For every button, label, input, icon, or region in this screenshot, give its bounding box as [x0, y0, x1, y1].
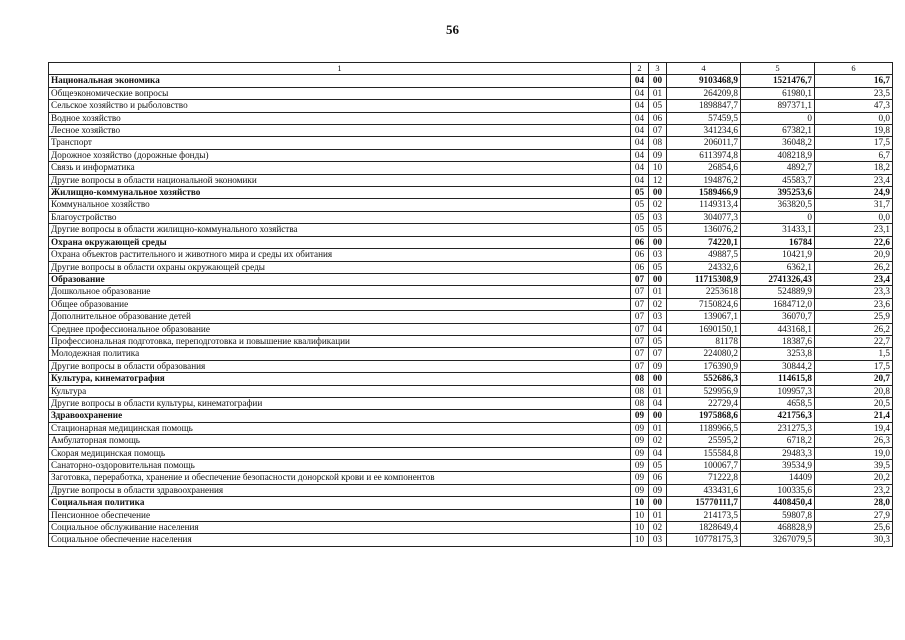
row-subsection-code: 07 — [649, 125, 667, 137]
row-actual-amount: 897371,1 — [741, 100, 815, 112]
row-subsection-code: 02 — [649, 298, 667, 310]
row-section-code: 05 — [631, 211, 649, 223]
row-percent: 17,5 — [815, 137, 893, 149]
table-row — [49, 174, 893, 186]
row-section-code: 10 — [631, 497, 649, 509]
column-header-5: 5 — [741, 63, 815, 75]
row-subsection-code: 09 — [649, 360, 667, 372]
row-subsection-code: 03 — [649, 211, 667, 223]
row-section-code: 07 — [631, 298, 649, 310]
table-row — [49, 435, 893, 447]
row-planned-amount: 49887,5 — [667, 249, 741, 261]
row-name: Другие вопросы в области здравоохранения — [49, 484, 631, 496]
row-planned-amount: 1690150,1 — [667, 323, 741, 335]
row-planned-amount: 15770111,7 — [667, 497, 741, 509]
row-section-code: 05 — [631, 199, 649, 211]
row-percent: 39,5 — [815, 460, 893, 472]
row-percent: 20,9 — [815, 249, 893, 261]
row-planned-amount: 433431,6 — [667, 484, 741, 496]
row-percent: 25,9 — [815, 311, 893, 323]
row-percent: 26,2 — [815, 261, 893, 273]
table-row — [49, 236, 893, 248]
row-name: Скорая медицинская помощь — [49, 447, 631, 459]
row-name: Связь и информатика — [49, 162, 631, 174]
table-row — [49, 137, 893, 149]
row-planned-amount: 9103468,9 — [667, 75, 741, 87]
row-name: Социальное обслуживание населения — [49, 522, 631, 534]
row-subsection-code: 05 — [649, 460, 667, 472]
row-section-code: 05 — [631, 187, 649, 199]
row-percent: 31,7 — [815, 199, 893, 211]
row-name: Здравоохранение — [49, 410, 631, 422]
row-subsection-code: 09 — [649, 149, 667, 161]
row-percent: 23,3 — [815, 286, 893, 298]
row-name: Охрана объектов растительного и животного мира и среды их обитания — [49, 249, 631, 261]
row-percent: 47,3 — [815, 100, 893, 112]
row-planned-amount: 81178 — [667, 335, 741, 347]
table-row — [49, 397, 893, 409]
row-section-code: 09 — [631, 447, 649, 459]
row-planned-amount: 7150824,6 — [667, 298, 741, 310]
row-planned-amount: 136076,2 — [667, 224, 741, 236]
table-row — [49, 112, 893, 124]
row-percent: 20,5 — [815, 397, 893, 409]
row-percent: 19,0 — [815, 447, 893, 459]
row-actual-amount: 30844,2 — [741, 360, 815, 372]
row-percent: 20,8 — [815, 385, 893, 397]
row-actual-amount: 4408450,4 — [741, 497, 815, 509]
row-percent: 20,2 — [815, 472, 893, 484]
table-row — [49, 187, 893, 199]
table-row — [49, 534, 893, 546]
row-actual-amount: 29483,3 — [741, 447, 815, 459]
row-percent: 19,8 — [815, 125, 893, 137]
row-name: Другие вопросы в области жилищно-коммунального хозяйства — [49, 224, 631, 236]
row-planned-amount: 264209,8 — [667, 87, 741, 99]
row-actual-amount: 421756,3 — [741, 410, 815, 422]
row-name: Культура, кинематография — [49, 373, 631, 385]
row-planned-amount: 176390,9 — [667, 360, 741, 372]
row-actual-amount: 36070,7 — [741, 311, 815, 323]
row-subsection-code: 02 — [649, 522, 667, 534]
row-section-code: 06 — [631, 261, 649, 273]
table-row — [49, 149, 893, 161]
row-section-code: 07 — [631, 311, 649, 323]
row-percent: 20,7 — [815, 373, 893, 385]
row-name: Дополнительное образование детей — [49, 311, 631, 323]
row-actual-amount: 231275,3 — [741, 422, 815, 434]
row-subsection-code: 00 — [649, 410, 667, 422]
row-planned-amount: 25595,2 — [667, 435, 741, 447]
row-actual-amount: 0 — [741, 112, 815, 124]
row-percent: 0,0 — [815, 112, 893, 124]
row-percent: 22,7 — [815, 335, 893, 347]
row-subsection-code: 05 — [649, 224, 667, 236]
row-section-code: 10 — [631, 509, 649, 521]
row-name: Образование — [49, 273, 631, 285]
row-name: Благоустройство — [49, 211, 631, 223]
row-actual-amount: 67382,1 — [741, 125, 815, 137]
row-subsection-code: 00 — [649, 75, 667, 87]
row-actual-amount: 45583,7 — [741, 174, 815, 186]
row-planned-amount: 1149313,4 — [667, 199, 741, 211]
row-name: Молодежная политика — [49, 348, 631, 360]
row-name: Лесное хозяйство — [49, 125, 631, 137]
row-actual-amount: 14409 — [741, 472, 815, 484]
row-subsection-code: 02 — [649, 435, 667, 447]
row-section-code: 09 — [631, 460, 649, 472]
row-actual-amount: 61980,1 — [741, 87, 815, 99]
row-name: Профессиональная подготовка, переподготовка и повышение квалификации — [49, 335, 631, 347]
row-name: Транспорт — [49, 137, 631, 149]
row-subsection-code: 06 — [649, 112, 667, 124]
column-header-1: 1 — [49, 63, 631, 75]
row-name: Коммунальное хозяйство — [49, 199, 631, 211]
row-subsection-code: 03 — [649, 311, 667, 323]
row-planned-amount: 100067,7 — [667, 460, 741, 472]
column-header-3: 3 — [649, 63, 667, 75]
table-row — [49, 522, 893, 534]
row-actual-amount: 468828,9 — [741, 522, 815, 534]
row-section-code: 07 — [631, 360, 649, 372]
row-subsection-code: 04 — [649, 447, 667, 459]
row-actual-amount: 109957,3 — [741, 385, 815, 397]
row-subsection-code: 08 — [649, 137, 667, 149]
row-section-code: 08 — [631, 385, 649, 397]
row-planned-amount: 194876,2 — [667, 174, 741, 186]
row-actual-amount: 6718,2 — [741, 435, 815, 447]
row-actual-amount: 1684712,0 — [741, 298, 815, 310]
row-percent: 27,9 — [815, 509, 893, 521]
row-actual-amount: 1521476,7 — [741, 75, 815, 87]
row-subsection-code: 09 — [649, 484, 667, 496]
row-percent: 23,2 — [815, 484, 893, 496]
row-actual-amount: 363820,5 — [741, 199, 815, 211]
row-planned-amount: 22729,4 — [667, 397, 741, 409]
row-subsection-code: 00 — [649, 187, 667, 199]
row-subsection-code: 12 — [649, 174, 667, 186]
row-section-code: 04 — [631, 149, 649, 161]
row-actual-amount: 10421,9 — [741, 249, 815, 261]
row-section-code: 09 — [631, 422, 649, 434]
row-name: Охрана окружающей среды — [49, 236, 631, 248]
row-name: Амбулаторная помощь — [49, 435, 631, 447]
row-actual-amount: 443168,1 — [741, 323, 815, 335]
row-subsection-code: 03 — [649, 534, 667, 546]
row-subsection-code: 01 — [649, 422, 667, 434]
row-subsection-code: 02 — [649, 199, 667, 211]
row-subsection-code: 05 — [649, 261, 667, 273]
row-actual-amount: 2741326,43 — [741, 273, 815, 285]
table-row — [49, 249, 893, 261]
row-actual-amount: 36048,2 — [741, 137, 815, 149]
row-name: Социальная политика — [49, 497, 631, 509]
row-subsection-code: 00 — [649, 373, 667, 385]
row-percent: 23,4 — [815, 273, 893, 285]
row-percent: 17,5 — [815, 360, 893, 372]
table-row — [49, 373, 893, 385]
column-header-6: 6 — [815, 63, 893, 75]
row-percent: 1,5 — [815, 348, 893, 360]
row-section-code: 07 — [631, 323, 649, 335]
table-row — [49, 360, 893, 372]
row-name: Дорожное хозяйство (дорожные фонды) — [49, 149, 631, 161]
table-row — [49, 273, 893, 285]
table-row — [49, 422, 893, 434]
row-actual-amount: 3253,8 — [741, 348, 815, 360]
table-row — [49, 497, 893, 509]
row-name: Дошкольное образование — [49, 286, 631, 298]
row-subsection-code: 00 — [649, 497, 667, 509]
row-name: Заготовка, переработка, хранение и обеспечение безопасности донорской крови и ее компонентов — [49, 472, 631, 484]
table-row — [49, 162, 893, 174]
row-subsection-code: 06 — [649, 472, 667, 484]
table-row — [49, 100, 893, 112]
row-section-code: 04 — [631, 100, 649, 112]
row-name: Среднее профессиональное образование — [49, 323, 631, 335]
row-percent: 6,7 — [815, 149, 893, 161]
row-name: Другие вопросы в области охраны окружающей среды — [49, 261, 631, 273]
row-name: Водное хозяйство — [49, 112, 631, 124]
row-subsection-code: 01 — [649, 286, 667, 298]
row-percent: 23,4 — [815, 174, 893, 186]
row-planned-amount: 6113974,8 — [667, 149, 741, 161]
row-name: Санаторно-оздоровительная помощь — [49, 460, 631, 472]
row-planned-amount: 57459,5 — [667, 112, 741, 124]
row-section-code: 04 — [631, 125, 649, 137]
table-row — [49, 87, 893, 99]
row-name: Пенсионное обеспечение — [49, 509, 631, 521]
row-planned-amount: 341234,6 — [667, 125, 741, 137]
table-row — [49, 224, 893, 236]
row-percent: 0,0 — [815, 211, 893, 223]
row-planned-amount: 206011,7 — [667, 137, 741, 149]
row-section-code: 08 — [631, 397, 649, 409]
table-row — [49, 75, 893, 87]
row-subsection-code: 00 — [649, 273, 667, 285]
table-row — [49, 323, 893, 335]
row-subsection-code: 05 — [649, 335, 667, 347]
row-name: Другие вопросы в области национальной экономики — [49, 174, 631, 186]
table-row — [49, 484, 893, 496]
row-planned-amount: 139067,1 — [667, 311, 741, 323]
row-actual-amount: 4658,5 — [741, 397, 815, 409]
table-row — [49, 385, 893, 397]
row-planned-amount: 10778175,3 — [667, 534, 741, 546]
row-planned-amount: 11715308,9 — [667, 273, 741, 285]
row-subsection-code: 05 — [649, 100, 667, 112]
row-planned-amount: 1975868,6 — [667, 410, 741, 422]
table-row — [49, 472, 893, 484]
row-percent: 22,6 — [815, 236, 893, 248]
row-actual-amount: 524889,9 — [741, 286, 815, 298]
table-row — [49, 509, 893, 521]
row-planned-amount: 1589466,9 — [667, 187, 741, 199]
row-planned-amount: 552686,3 — [667, 373, 741, 385]
row-actual-amount: 31433,1 — [741, 224, 815, 236]
table-row — [49, 298, 893, 310]
row-name: Жилищно-коммунальное хозяйство — [49, 187, 631, 199]
row-section-code: 04 — [631, 174, 649, 186]
row-section-code: 04 — [631, 75, 649, 87]
row-actual-amount: 100335,6 — [741, 484, 815, 496]
row-subsection-code: 07 — [649, 348, 667, 360]
row-section-code: 08 — [631, 373, 649, 385]
row-section-code: 07 — [631, 286, 649, 298]
row-name: Социальное обеспечение населения — [49, 534, 631, 546]
row-actual-amount: 59807,8 — [741, 509, 815, 521]
row-planned-amount: 304077,3 — [667, 211, 741, 223]
row-section-code: 07 — [631, 335, 649, 347]
header-row — [49, 63, 893, 75]
table-row — [49, 311, 893, 323]
row-actual-amount: 6362,1 — [741, 261, 815, 273]
table-row — [49, 447, 893, 459]
row-percent: 24,9 — [815, 187, 893, 199]
table-body — [49, 63, 893, 547]
row-actual-amount: 16784 — [741, 236, 815, 248]
row-section-code: 07 — [631, 273, 649, 285]
row-planned-amount: 26854,6 — [667, 162, 741, 174]
row-actual-amount: 114615,8 — [741, 373, 815, 385]
row-name: Стационарная медицинская помощь — [49, 422, 631, 434]
row-subsection-code: 04 — [649, 323, 667, 335]
row-planned-amount: 1828649,4 — [667, 522, 741, 534]
row-percent: 23,6 — [815, 298, 893, 310]
row-section-code: 10 — [631, 534, 649, 546]
row-section-code: 09 — [631, 484, 649, 496]
row-percent: 28,0 — [815, 497, 893, 509]
row-section-code: 09 — [631, 410, 649, 422]
row-actual-amount: 39534,9 — [741, 460, 815, 472]
row-name: Общее образование — [49, 298, 631, 310]
row-actual-amount: 408218,9 — [741, 149, 815, 161]
row-name: Другие вопросы в области культуры, кинематографии — [49, 397, 631, 409]
row-actual-amount: 3267079,5 — [741, 534, 815, 546]
row-planned-amount: 1898847,7 — [667, 100, 741, 112]
row-section-code: 04 — [631, 87, 649, 99]
row-percent: 18,2 — [815, 162, 893, 174]
row-actual-amount: 0 — [741, 211, 815, 223]
table-row — [49, 410, 893, 422]
row-name: Общеэкономические вопросы — [49, 87, 631, 99]
row-planned-amount: 1189966,5 — [667, 422, 741, 434]
row-section-code: 04 — [631, 162, 649, 174]
row-percent: 19,4 — [815, 422, 893, 434]
row-name: Другие вопросы в области образования — [49, 360, 631, 372]
table-row — [49, 199, 893, 211]
row-subsection-code: 03 — [649, 249, 667, 261]
row-actual-amount: 395253,6 — [741, 187, 815, 199]
row-section-code: 06 — [631, 236, 649, 248]
budget-table — [48, 62, 893, 547]
row-planned-amount: 155584,8 — [667, 447, 741, 459]
row-section-code: 06 — [631, 249, 649, 261]
row-planned-amount: 214173,5 — [667, 509, 741, 521]
table-row — [49, 286, 893, 298]
row-planned-amount: 71222,8 — [667, 472, 741, 484]
row-section-code: 10 — [631, 522, 649, 534]
row-subsection-code: 01 — [649, 385, 667, 397]
row-planned-amount: 529956,9 — [667, 385, 741, 397]
row-name: Национальная экономика — [49, 75, 631, 87]
row-section-code: 05 — [631, 224, 649, 236]
row-subsection-code: 00 — [649, 236, 667, 248]
row-section-code: 04 — [631, 137, 649, 149]
row-subsection-code: 01 — [649, 87, 667, 99]
row-section-code: 07 — [631, 348, 649, 360]
row-subsection-code: 04 — [649, 397, 667, 409]
row-actual-amount: 4892,7 — [741, 162, 815, 174]
row-section-code: 09 — [631, 435, 649, 447]
table-row — [49, 261, 893, 273]
column-header-2: 2 — [631, 63, 649, 75]
row-planned-amount: 24332,6 — [667, 261, 741, 273]
row-percent: 21,4 — [815, 410, 893, 422]
row-planned-amount: 224080,2 — [667, 348, 741, 360]
page-number: 56 — [446, 22, 459, 37]
row-section-code: 09 — [631, 472, 649, 484]
table-row — [49, 211, 893, 223]
row-percent: 16,7 — [815, 75, 893, 87]
column-header-4: 4 — [667, 63, 741, 75]
table-row — [49, 125, 893, 137]
table-row — [49, 335, 893, 347]
row-subsection-code: 01 — [649, 509, 667, 521]
row-name: Сельское хозяйство и рыболовство — [49, 100, 631, 112]
row-percent: 23,1 — [815, 224, 893, 236]
table-row — [49, 348, 893, 360]
row-subsection-code: 10 — [649, 162, 667, 174]
row-percent: 26,3 — [815, 435, 893, 447]
row-name: Культура — [49, 385, 631, 397]
table-row — [49, 460, 893, 472]
row-percent: 25,6 — [815, 522, 893, 534]
row-percent: 26,2 — [815, 323, 893, 335]
row-planned-amount: 74220,1 — [667, 236, 741, 248]
row-percent: 30,3 — [815, 534, 893, 546]
row-actual-amount: 18387,6 — [741, 335, 815, 347]
row-percent: 23,5 — [815, 87, 893, 99]
row-section-code: 04 — [631, 112, 649, 124]
row-planned-amount: 2253618 — [667, 286, 741, 298]
